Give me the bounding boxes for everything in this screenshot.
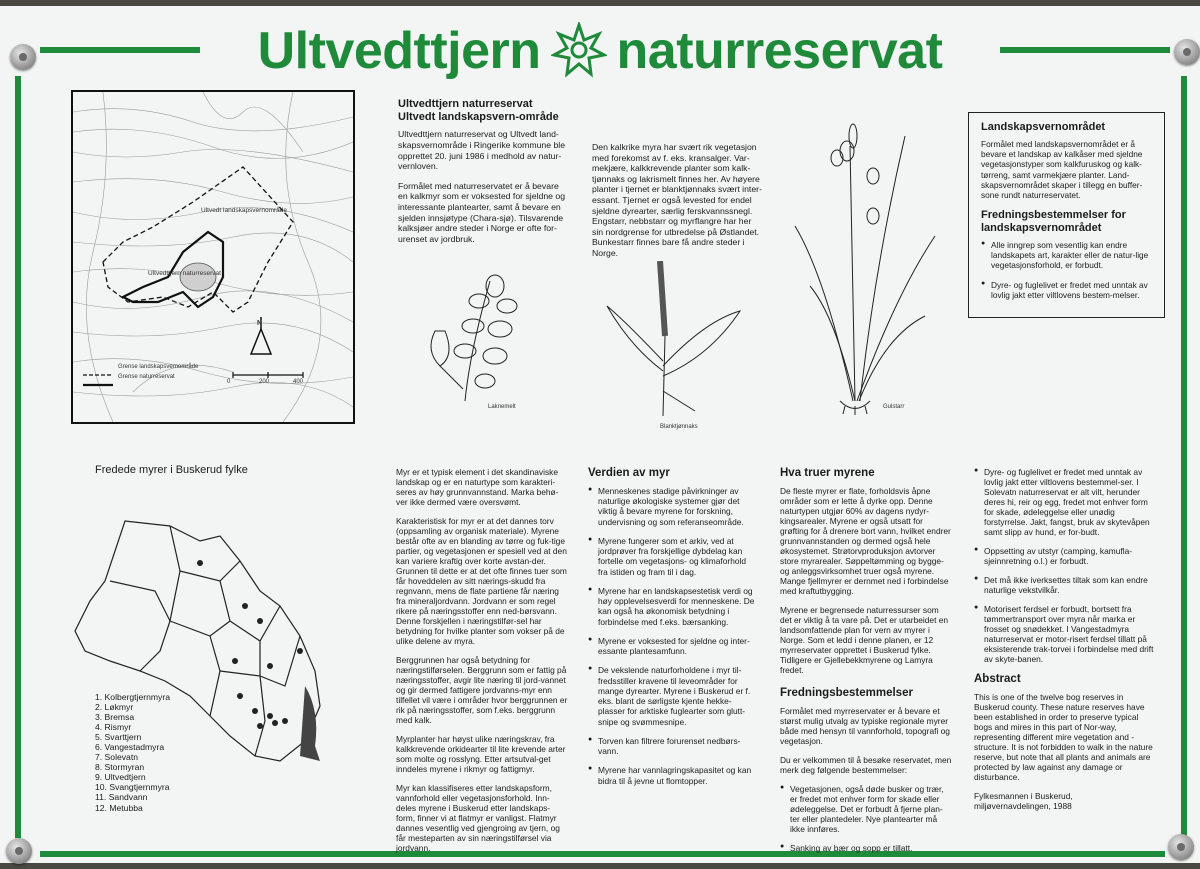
screw-top-right bbox=[1174, 39, 1200, 65]
col5-bullet-3: ● Det må ikke iverksettes tiltak som kan endre naturlige vekstvilkår. bbox=[974, 575, 1154, 595]
verdien-bullet-7: ● Myrene har vannlagringskapasitet og kan bidra til å jevne ut flomtopper. bbox=[588, 765, 758, 786]
col2-p1: Myr er et typisk element i det skandinaviske landskap og er en naturtype som karakteri-seres av høy grunnvannstand. Marka behø-ver ikke dermed være oversvømt. bbox=[396, 467, 559, 507]
col2-p3: Berggrunnen har også betydning for næringstilførselen. Berggrunn som er fattig på næringsstoffer, avgir lite næring til jord-vannet og gir dermed fattigere jordvanns-myr enn tilfellet vil være i områder hvor berggrunnen er rik på næringsstoffer, som f.eks. berggrunn med kalk. bbox=[396, 655, 568, 725]
signature-2: miljøvernavdelingen, 1988 bbox=[974, 800, 1072, 811]
landskap-heading2: Fredningsbestemmelser for landskapsvernområdet bbox=[981, 208, 1126, 235]
col2-p2: Karakteristisk for myr er at det dannes torv (oppsamling av organisk materiale). Myrene består ofte av en blanding av tørre og fuk-tige partier, og vegetasjonen er spesiell ved at den kan variere kraftig over korte avstan-der. Grunnen til dette er at det ofte finnes tuer som får hoveddelen av sitt nærings-skudd fra regnvann, mens de flate partiene får næring fra mineraljordvann. Jordvann er som regel rikere på næringsstoffer enn ned-børsvann. Denne forskjellen i næringstilfør-sel har betydning for hvilke planter som vokser på de ulike delene av myra. bbox=[396, 516, 567, 646]
myr-item-8: 8. Stormyran bbox=[95, 762, 145, 773]
col5-block bbox=[974, 467, 1154, 811]
plant-label-laknemelt: Laknemelt bbox=[488, 404, 516, 410]
myr-item-1: 1. Kolbergtjernmyra bbox=[95, 692, 170, 702]
frame-left bbox=[15, 76, 21, 838]
col5-bullet-2: ● Oppsetting av utstyr (camping, kamufla-sjeinnretning o.l.) er forbudt. bbox=[974, 546, 1154, 566]
screw-bottom-right bbox=[1168, 834, 1194, 860]
frame-right bbox=[1181, 76, 1187, 838]
laknemelt-drawing bbox=[415, 271, 525, 406]
landskap-heading: Landskapsvernområdet bbox=[981, 121, 1106, 133]
truer-p2: Myrene er begrensede naturressurser som det er viktig å ta vare på. Det er utarbeidet en landsomfattende plan for vern av myrer i Norge. Som et ledd i denne planen, er 12 myrreservater opprettet i Buskerud fylke. Tidligere er Gjellebekkmyrene og Lamyra fredet. bbox=[780, 604, 949, 675]
col2-p5: Myr kan klassifiseres etter landskapsform, vannforhold eller vegetasjonsforhold. Inn-deles myrene i Buskerud etter landskaps-form, finner vi at flatmyr er vanligst. Flatmyr dannes vesentlig ved gjengroing av tjern, og får mesteparten av sin næringstilførsel via jordvann. bbox=[396, 783, 560, 853]
map-label-reserve: Ultvedttjern naturreservat bbox=[148, 270, 221, 277]
abstract-text: This is one of the twelve bog reserves in Buskerud county. These nature reserves have been established in order to preserve typical bogs and mires in this part of Nor-way, representing different mire vegetation and -structure. It is not forbidden to walk in the nature reserve, but note that all plants and animals are protected by law against any damage or disturbance. bbox=[974, 691, 1153, 782]
page-title bbox=[200, 16, 1000, 86]
verdien-bullet-6: ● Torven kan filtrere forurenset nedbørs-vann. bbox=[588, 736, 758, 757]
scale-200: 200 bbox=[259, 379, 270, 385]
verdien-bullet-1: ● Menneskenes stadige påvirkninger av naturlige økologiske systemer gjør det viktig å bevare myrene for forskning, undervisning og som referanseområde. bbox=[588, 486, 758, 527]
map-label-landscape: Ultvedt landskapsvernområde bbox=[201, 207, 287, 214]
landskap-bullet-2: ● Dyre- og fuglelivet er fredet med unntak av lovlig jakt etter viltlovens bestem-melser. bbox=[981, 280, 1152, 300]
screw-bottom-left bbox=[6, 838, 32, 864]
legend-landscape: Grense landskapsvernområde bbox=[118, 364, 199, 370]
verdien-bullet-3: ● Myrene har en landskapsestetisk verdi og høy opplevelsesverdi for menneskene. De kan også ha økonomisk betydning i forbindelse med f.eks. bærsanking. bbox=[588, 586, 758, 627]
kalkmyr-block bbox=[592, 142, 762, 268]
scale-400: 400 bbox=[293, 379, 304, 385]
fredning-heading: Fredningsbestemmelser bbox=[780, 686, 913, 699]
landskap-bullet-1: ● Alle inngrep som vesentlig kan endre landskapets art, karakter eller de natur-lige vegetasjonsforhold, er forbudt. bbox=[981, 240, 1152, 270]
plant-label-gulstarr: Gulstarr bbox=[883, 404, 905, 410]
truer-heading: Hva truer myrene bbox=[780, 467, 875, 479]
myr-item-7: 7. Solevatn bbox=[95, 752, 138, 763]
myr-item-3: 3. Bremsa bbox=[95, 712, 135, 723]
truer-p1: De fleste myrer er flate, forholdsvis åpne områder som er lette å dyrke opp. Denne naturtypen utgjør 60% av dagens nydyr-kingsarealer. Myrene er også utsatt for grøfting for å drenere bort vann, hvilket endrer grunnvannstanden og dermed også hele økosystemet. Strøtorvproduksjon avtorver store myrarealer. Søppeltømming og bygge- og anleggsvirksomhet truer også myrene. Mange fjellmyrer er dernmet ned i forbindelse med kraftutbygging. bbox=[780, 485, 951, 596]
myr-item-12: 12. Metubba bbox=[95, 802, 143, 813]
myr-item-2: 2. Løkmyr bbox=[95, 702, 134, 713]
verdien-bullet-2: ● Myrene fungerer som et arkiv, ved at jordprøver fra forskjellige dybdelag kan fortelle om vegetasjons- og klimaforhold fra istiden og fram til i dag. bbox=[588, 536, 758, 577]
frame-bottom bbox=[40, 851, 1165, 857]
myrer-heading: Fredede myrer i Buskerud fylke bbox=[95, 464, 248, 476]
frame-top-left bbox=[40, 47, 220, 53]
fredning-bullet-1: ● Vegetasjonen, også døde busker og trær, er fredet mot enhver form for skade eller ødeleggelse. Det er forbudt å fjerne plan-ter eller plantedeler. Nye plantearter må ikke innføres. bbox=[780, 784, 952, 834]
myr-item-6: 6. Vangestadmyra bbox=[95, 742, 165, 753]
star-logo-icon bbox=[551, 22, 607, 78]
col5-bullet-1: ● Dyre- og fuglelivet er fredet med unntak av lovlig jakt etter viltlovens bestemmel-ser. I Solevatn naturreservat er alt vilt, herunder deres hi, reir og egg, fredet mot enhver form for skade, ødeleggelse eller unødig forstyrrelse. Jakt, fangst, bruk av skytevåpen samt slipp av hund, er for-budt. bbox=[974, 467, 1154, 537]
title-right: naturreservat bbox=[616, 22, 943, 80]
myrer-list bbox=[95, 692, 170, 813]
area-map bbox=[71, 90, 355, 424]
frame-top-right bbox=[985, 47, 1170, 53]
scale-0: 0 bbox=[227, 379, 231, 385]
truer-block bbox=[780, 467, 952, 862]
topographic-map bbox=[73, 92, 353, 422]
plant-label-blanktjonnaks: Blanktjønnaks bbox=[660, 424, 698, 430]
verdien-heading: Verdien av myr bbox=[588, 467, 670, 479]
intro-p2: Formålet med naturreservatet er å bevare en kalkmyr som er voksested for sjeldne og interessante plantearter, samt å bevare en sjelden innsjøtype (Chara-sjø). Tilsvarende kalksjøer andre steder i Norge er ofte for-urenset av jordbruk. bbox=[398, 180, 566, 244]
myr-general-text bbox=[396, 467, 568, 862]
blanktjonnaks-drawing bbox=[605, 261, 745, 421]
legend-reserve: Grense naturreservat bbox=[118, 374, 175, 380]
fredning-p1: Formålet med myrreservater er å bevare et størst mulig utvalg av typiske regionale myrer både med hensyn til vannforhold, topografi og vegetasjon. bbox=[780, 705, 950, 746]
myr-item-10: 10. Svangtjernmyra bbox=[95, 782, 170, 793]
signature-1: Fylkesmannen i Buskerud, bbox=[974, 790, 1073, 801]
fredning-p2: Du er velkommen til å besøke reservatet, men merk deg følgende bestemmelser: bbox=[780, 754, 952, 775]
title-left: Ultvedttjern bbox=[257, 22, 541, 80]
sign-board bbox=[0, 6, 1200, 863]
screw-top-left bbox=[10, 44, 36, 70]
abstract-heading: Abstract bbox=[974, 673, 1021, 685]
intro-p1: Ultvedttjern naturreservat og Ultvedt land-skapsvernområde i Ringerike kommune ble opprettet 20. juni 1986 i medhold av natur-vernloven. bbox=[398, 129, 566, 172]
myr-item-4: 4. Rismyr bbox=[95, 722, 132, 733]
col2-p4: Myrplanter har høyst ulike næringskrav, fra kalkkrevende orkidearter til lite krevende arter som molte og rosslyng. Etter artsutval-get inndeles myrene i rikmyr og fattigmyr. bbox=[396, 734, 566, 774]
gulstarr-drawing bbox=[785, 116, 945, 416]
verdien-bullet-4: ● Myrene er voksested for sjeldne og inter-essante plantesamfunn. bbox=[588, 636, 758, 657]
verdien-bullet-5: ● De vekslende naturforholdene i myr til-fredsstiller kravene til leveområder for mange dyrearter. Myrene i Buskerud er f. eks. blant de sørligste kjente hekke-plasser for arktiske fuglearter som glutt-snipe og svømmesnipe. bbox=[588, 665, 758, 727]
col5-bullet-4: ● Motorisert ferdsel er forbudt, bortsett fra tømmertransport over myra når marka er frosset og snødekket. I Vangestadmyra naturreservat er motor-risert ferdsel tillatt på eksisterende trak-torvei i forbindelse med drift av skyte-banen. bbox=[974, 604, 1154, 664]
intro-block bbox=[398, 98, 570, 253]
landskap-box bbox=[968, 112, 1165, 318]
map-north: N bbox=[257, 320, 263, 327]
kalkmyr-p1: Den kalkrike myra har svært rik vegetasjon med forekomst av f. eks. kransalger. Var-mekjære, kalkkrevende planter som kalk-tjønnaks og lakrismelt finnes her. Av høyere planter i tjernet er blanktjønnaks svært inter-essant. Tjernet er også levested for endel sjeldne dyrearter, særlig ferskvannssnegl. Engstarr, nebbstarr og myrflangre har her sin nordgrense for utbredelse på Østlandet. Bunkestarr finnes bare få andre steder i Norge. bbox=[592, 142, 762, 259]
myr-item-11: 11. Sandvann bbox=[95, 792, 148, 803]
myr-item-5: 5. Svarttjern bbox=[95, 732, 142, 743]
myr-item-9: 9. Ultvedtjern bbox=[95, 772, 146, 783]
verdien-block bbox=[588, 467, 758, 795]
landskap-text: Formålet med landskapsvernområdet er å bevare et landskap av kalkåser med sjeldne vegetasjonstyper som kalkfuruskog og kalk-tørreng, samt varmekjære planter. Land-skapsvernområdet skaper i tillegg en buffer-sone rundt naturreservatet. bbox=[981, 139, 1143, 200]
fredning-bullet-2: ● Sanking av bær og sopp er tillatt. bbox=[780, 843, 952, 853]
intro-heading: Ultvedttjern naturreservat Ultvedt landskapsvern-område bbox=[398, 98, 559, 124]
